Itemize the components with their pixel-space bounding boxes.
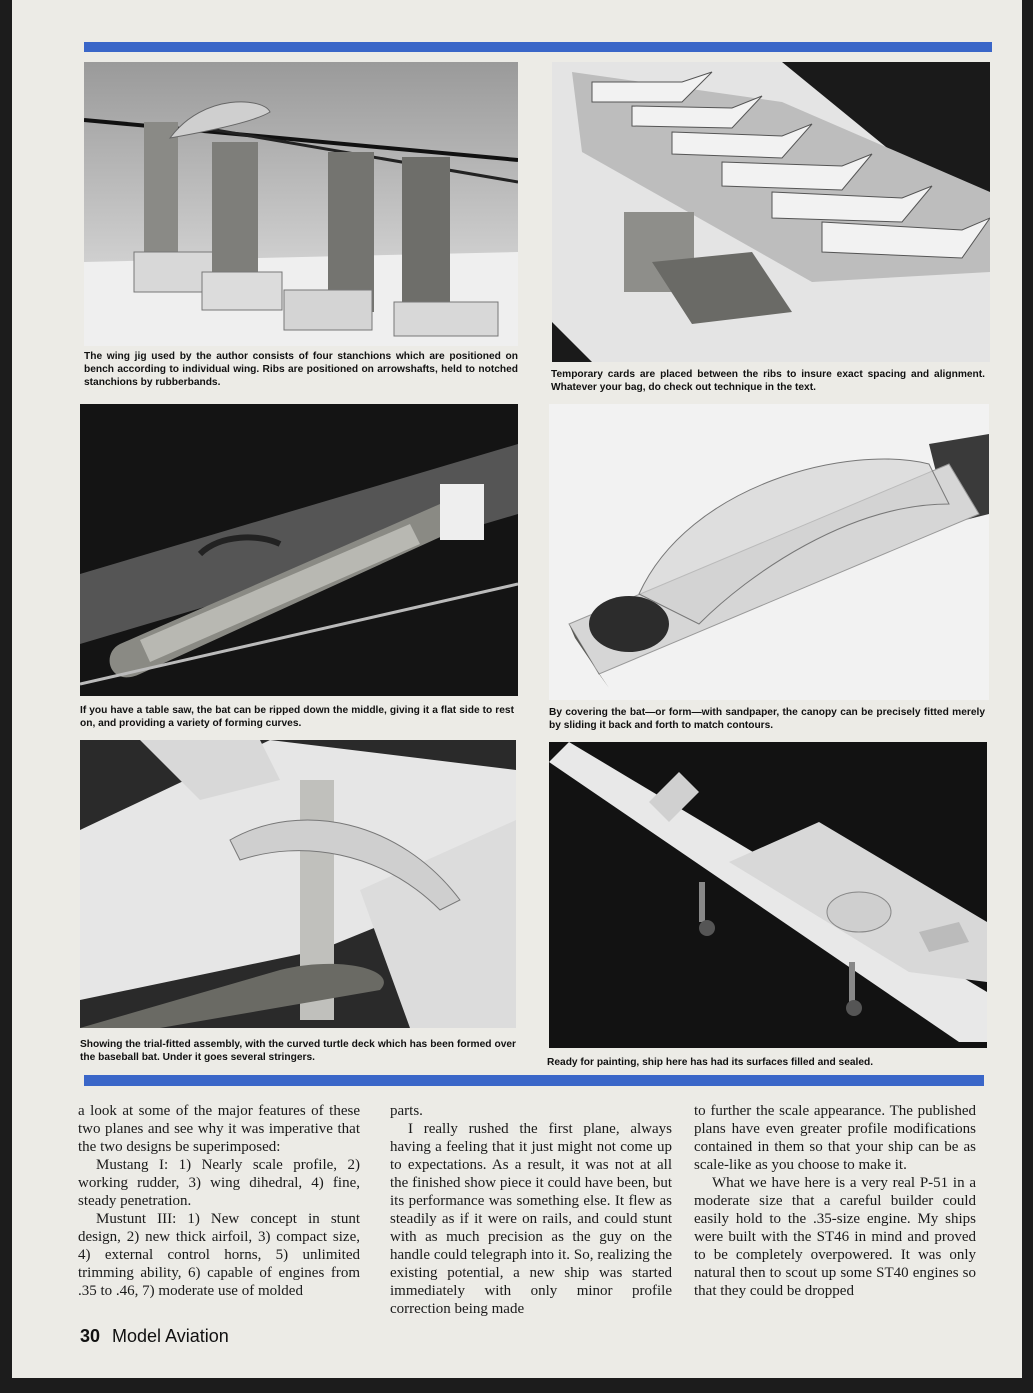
caption-canopy-form: By covering the bat—or form—with sandpaper, the canopy can be precisely fitted merely by sliding it back and forth to match contours. xyxy=(549,707,985,731)
paragraph: What we have here is a very real P-51 in a moderate size that a careful builder could easily hold to the .35-size engine. My ships were built with the ST46 in mind and proved to be completely overpowered. It was only natural then to scout up some ST40 engines so that they could be dropped xyxy=(694,1175,976,1299)
caption-ready-for-painting: Ready for painting, ship here has had its surfaces filled and sealed. xyxy=(547,1057,874,1068)
photo-ready-for-painting xyxy=(549,742,987,1048)
magazine-name: Model Aviation xyxy=(112,1326,229,1346)
caption-turtle-deck: Showing the trial-fitted assembly, with the curved turtle deck which has been formed over the baseball bat. Under it goes several stringers. xyxy=(80,1039,516,1063)
page-footer xyxy=(80,1326,229,1347)
caption-temporary-cards: Temporary cards are placed between the ribs to insure exact spacing and alignment. Whatever your bag, do check out technique in the text. xyxy=(551,369,985,393)
middle-blue-rule xyxy=(84,1075,984,1086)
photo-wing-jig xyxy=(84,62,518,346)
paragraph: parts. xyxy=(390,1103,423,1119)
paragraph: I really rushed the first plane, always having a feeling that it just might not come up to expectations. As a result, it was not at all the finished show piece it could have been, but its performance was something else. It flew as steadily as if it were on rails, and could stunt with as much precision as the guy on the handle could telegraph into it. So, realizing the existing potential, a new ship was started immediately with only minor profile correction being made xyxy=(390,1121,672,1317)
article-column-2 xyxy=(390,1102,672,1318)
photo-temporary-cards xyxy=(552,62,990,362)
page-number: 30 xyxy=(80,1326,101,1346)
photo-turtle-deck xyxy=(80,740,516,1028)
paragraph: Mustunt III: 1) New concept in stunt design, 2) new thick airfoil, 3) compact size, 4) external control horns, 5) unlimited trimming ability, 6) capable of engines from .35 to .46, 7) moderate use of molded xyxy=(78,1211,360,1299)
top-blue-rule xyxy=(84,42,992,52)
paragraph: a look at some of the major features of these two planes and see why it was imperative that the two designs be superimposed: xyxy=(78,1103,360,1155)
photo-table-saw-bat xyxy=(80,404,518,696)
caption-wing-jig: The wing jig used by the author consists of four stanchions which are positioned on bench according to individual wing. Ribs are positioned on arrowshafts, held to notched stanchions by rubberbands. xyxy=(84,351,518,388)
paragraph: Mustang I: 1) Nearly scale profile, 2) working rudder, 3) wing dihedral, 4) fine, steady penetration. xyxy=(78,1157,360,1209)
photo-canopy-form xyxy=(549,404,989,700)
article-column-1 xyxy=(78,1102,360,1300)
article-column-3 xyxy=(694,1102,976,1300)
caption-table-saw-bat: If you have a table saw, the bat can be ripped down the middle, giving it a flat side to rest on, and providing a variety of forming curves. xyxy=(80,705,514,729)
paragraph: to further the scale appearance. The published plans have even greater profile modifications contained in them so that your ship can be as scale-like as you choose to make it. xyxy=(694,1103,976,1173)
